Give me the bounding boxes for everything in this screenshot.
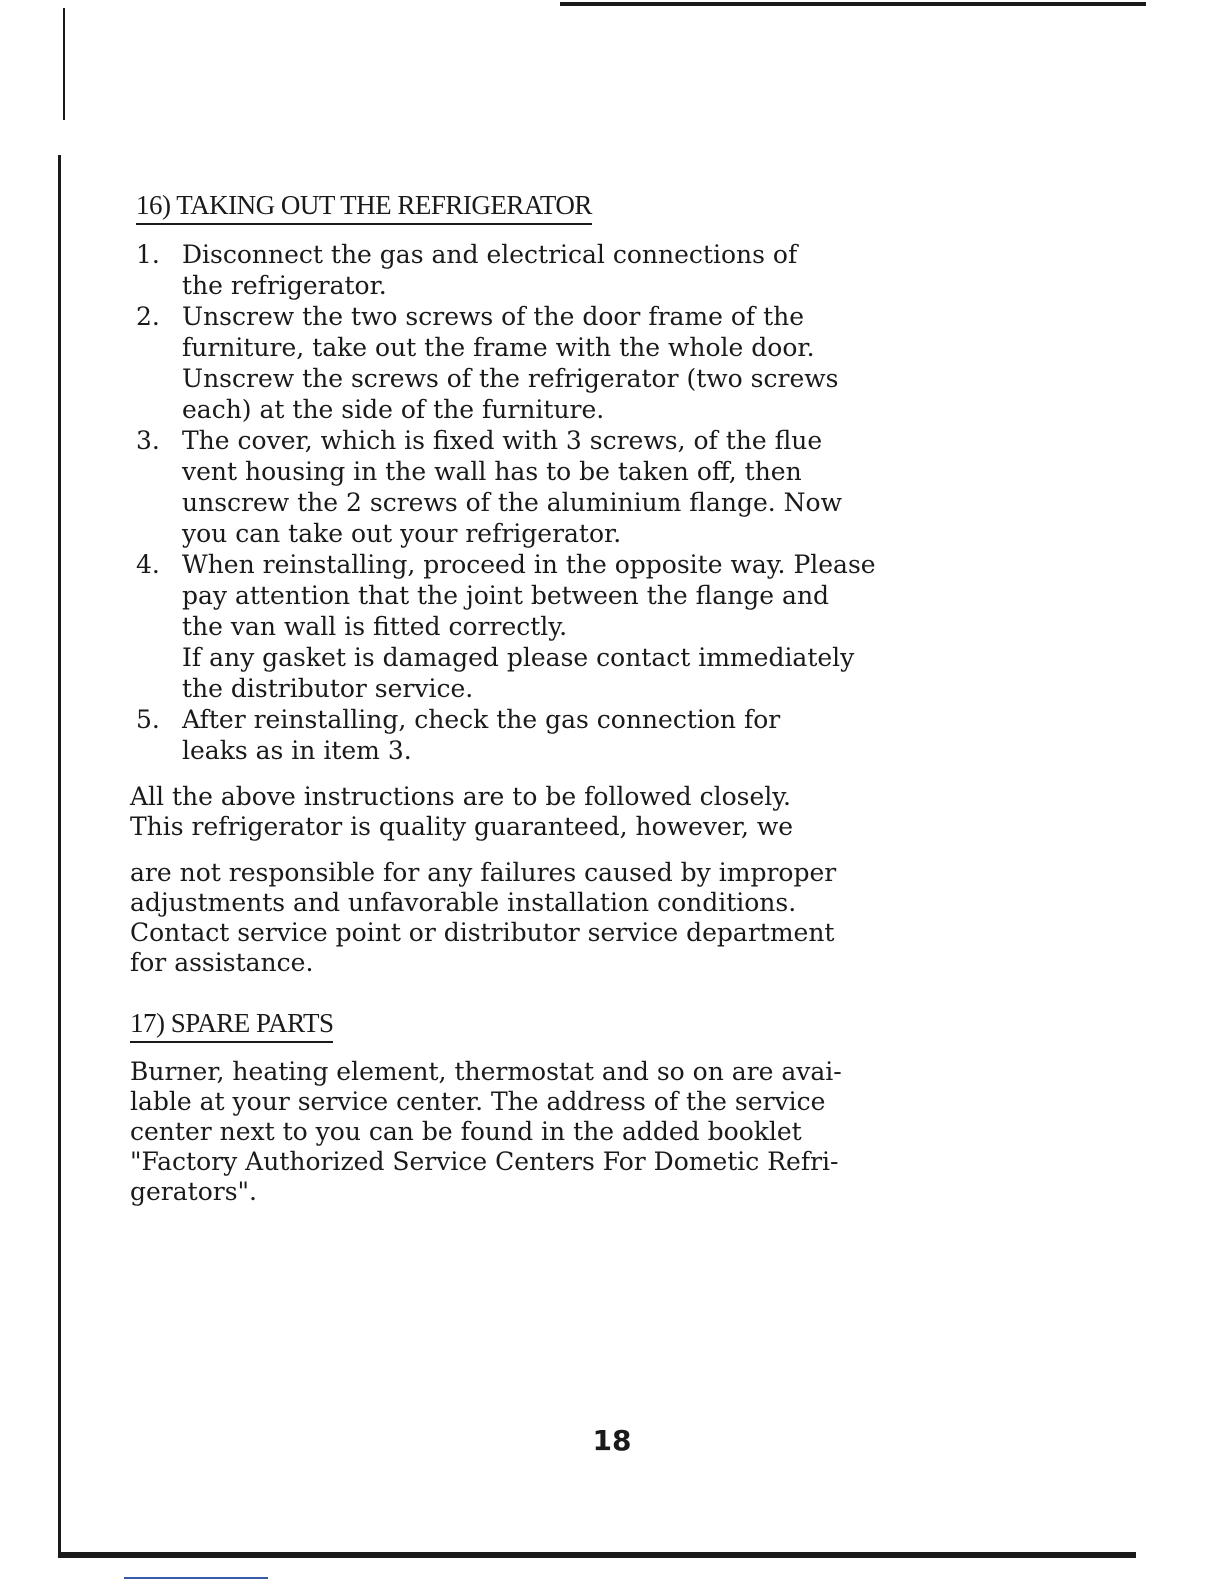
- step-number: 2.: [136, 302, 160, 331]
- list-item: [136, 425, 1030, 549]
- section-16-heading: 16) TAKING OUT THE REFRIGERATOR: [136, 190, 592, 225]
- page-content: [130, 190, 1030, 1207]
- scan-left-rule: [58, 155, 61, 1555]
- step-text: Disconnect the gas and electrical connections of the refrigerator.: [182, 240, 798, 300]
- responsibility-note: are not responsible for any failures caused by improper adjustments and unfavorable installation conditions. Contact service point or distributor service department for assistance.: [130, 858, 837, 977]
- scan-bottom-rule: [58, 1552, 1136, 1558]
- step-number: 3.: [136, 426, 160, 455]
- step-number: 5.: [136, 705, 160, 734]
- page-number: 18: [592, 1424, 632, 1457]
- section-17-heading: 17) SPARE PARTS: [130, 1008, 333, 1043]
- list-item: [136, 549, 1030, 704]
- list-item: [136, 239, 1030, 301]
- scan-bottom-mark: [124, 1577, 268, 1579]
- step-number: 1.: [136, 240, 160, 269]
- instructions-note: All the above instructions are to be followed closely. This refrigerator is quality guaranteed, however, we: [130, 782, 794, 841]
- step-number: 4.: [136, 550, 160, 579]
- step-text: When reinstalling, proceed in the opposite way. Please pay attention that the joint between the flange and the van wall is fitted correctly. If any gasket is damaged please contact immediately the distributor service.: [182, 550, 876, 703]
- step-text: The cover, which is fixed with 3 screws, of the flue vent housing in the wall has to be taken off, then unscrew the 2 screws of the aluminium flange. Now you can take out your refrigerator.: [182, 426, 843, 548]
- scan-top-rule: [560, 2, 1146, 6]
- list-item: [136, 704, 1030, 766]
- scan-left-rule-top: [63, 8, 65, 120]
- instruction-steps: [130, 239, 1030, 766]
- list-item: [136, 301, 1030, 425]
- spare-parts-text: Burner, heating element, thermostat and so on are avai- lable at your service center. The address of the service center next to you can be found in the added booklet "Factory Authorized Service Centers For Dometic Refri- gerators".: [130, 1057, 842, 1206]
- step-text: After reinstalling, check the gas connection for leaks as in item 3.: [182, 705, 781, 765]
- step-text: Unscrew the two screws of the door frame of the furniture, take out the frame with the whole door. Unscrew the screws of the refrigerator (two screws each) at the side of the furniture.: [182, 302, 839, 424]
